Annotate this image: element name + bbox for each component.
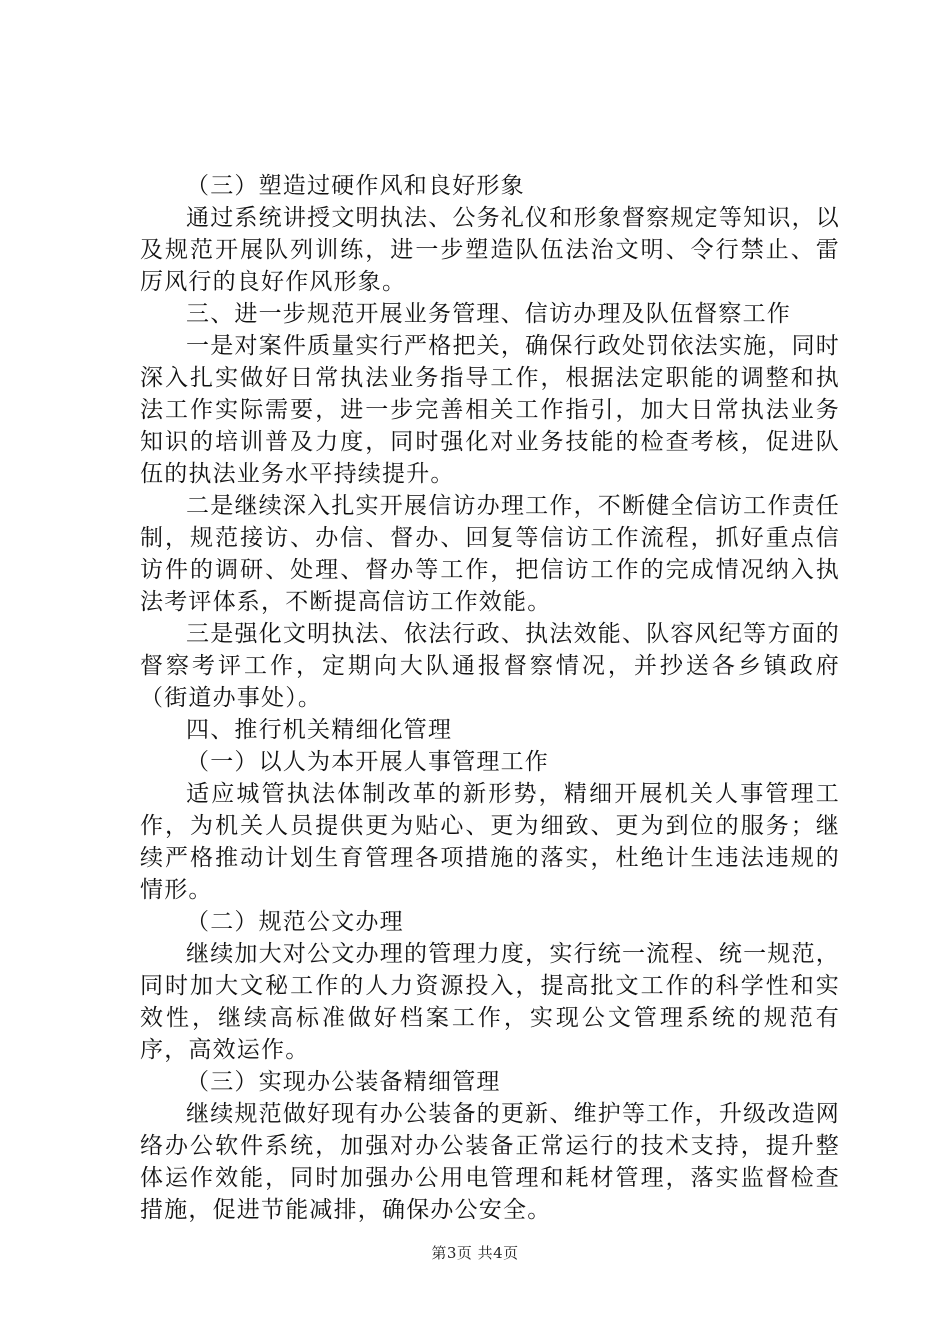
section-heading: 三、进一步规范开展业务管理、信访办理及队伍督察工作	[186, 301, 791, 327]
document-body	[140, 170, 840, 1226]
body-paragraph: 继续规范做好现有办公装备的更新、维护等工作，升级改造网络办公软件系统，加强对办公装备正常运行的技术支持，提升整体运作效能，同时加强办公用电管理和耗材管理，落实监督检查措施，促进节能减排，确保办公安全。	[140, 1101, 840, 1223]
body-paragraph: 一是对案件质量实行严格把关，确保行政处罚依法实施，同时深入扎实做好日常执法业务指导工作，根据法定职能的调整和执法工作实际需要，进一步完善相关工作指引，加大日常执法业务知识的培训普及力度，同时强化对业务技能的检查考核，促进队伍的执法业务水平持续提升。	[140, 333, 840, 487]
body-paragraph: 继续加大对公文办理的管理力度，实行统一流程、统一规范，同时加大文秘工作的人力资源投入，提高批文工作的科学性和实效性，继续高标准做好档案工作，实现公文管理系统的规范有序，高效运作。	[140, 941, 840, 1063]
section-heading: （三）塑造过硬作风和良好形象	[186, 173, 525, 199]
subsection-heading: （一）以人为本开展人事管理工作	[186, 749, 549, 775]
section-heading: 四、推行机关精细化管理	[186, 717, 453, 743]
page-number-footer: 第3页 共4页	[431, 1244, 519, 1262]
body-paragraph: 二是继续深入扎实开展信访办理工作，不断健全信访工作责任制，规范接访、办信、督办、回复等信访工作流程，抓好重点信访件的调研、处理、督办等工作，把信访工作的完成情况纳入执法考评体系，不断提高信访工作效能。	[140, 493, 840, 615]
body-paragraph: 三是强化文明执法、依法行政、执法效能、队容风纪等方面的督察考评工作，定期向大队通报督察情况，并抄送各乡镇政府（街道办事处）。	[140, 621, 840, 711]
subsection-heading: （二）规范公文办理	[186, 909, 404, 935]
body-paragraph: 适应城管执法体制改革的新形势，精细开展机关人事管理工作，为机关人员提供更为贴心、更为细致、更为到位的服务；继续严格推动计划生育管理各项措施的落实，杜绝计生违法违规的情形。	[140, 781, 840, 903]
body-paragraph: 通过系统讲授文明执法、公务礼仪和形象督察规定等知识，以及规范开展队列训练，进一步塑造队伍法治文明、令行禁止、雷厉风行的良好作风形象。	[140, 205, 840, 295]
subsection-heading: （三）实现办公装备精细管理	[186, 1069, 501, 1095]
